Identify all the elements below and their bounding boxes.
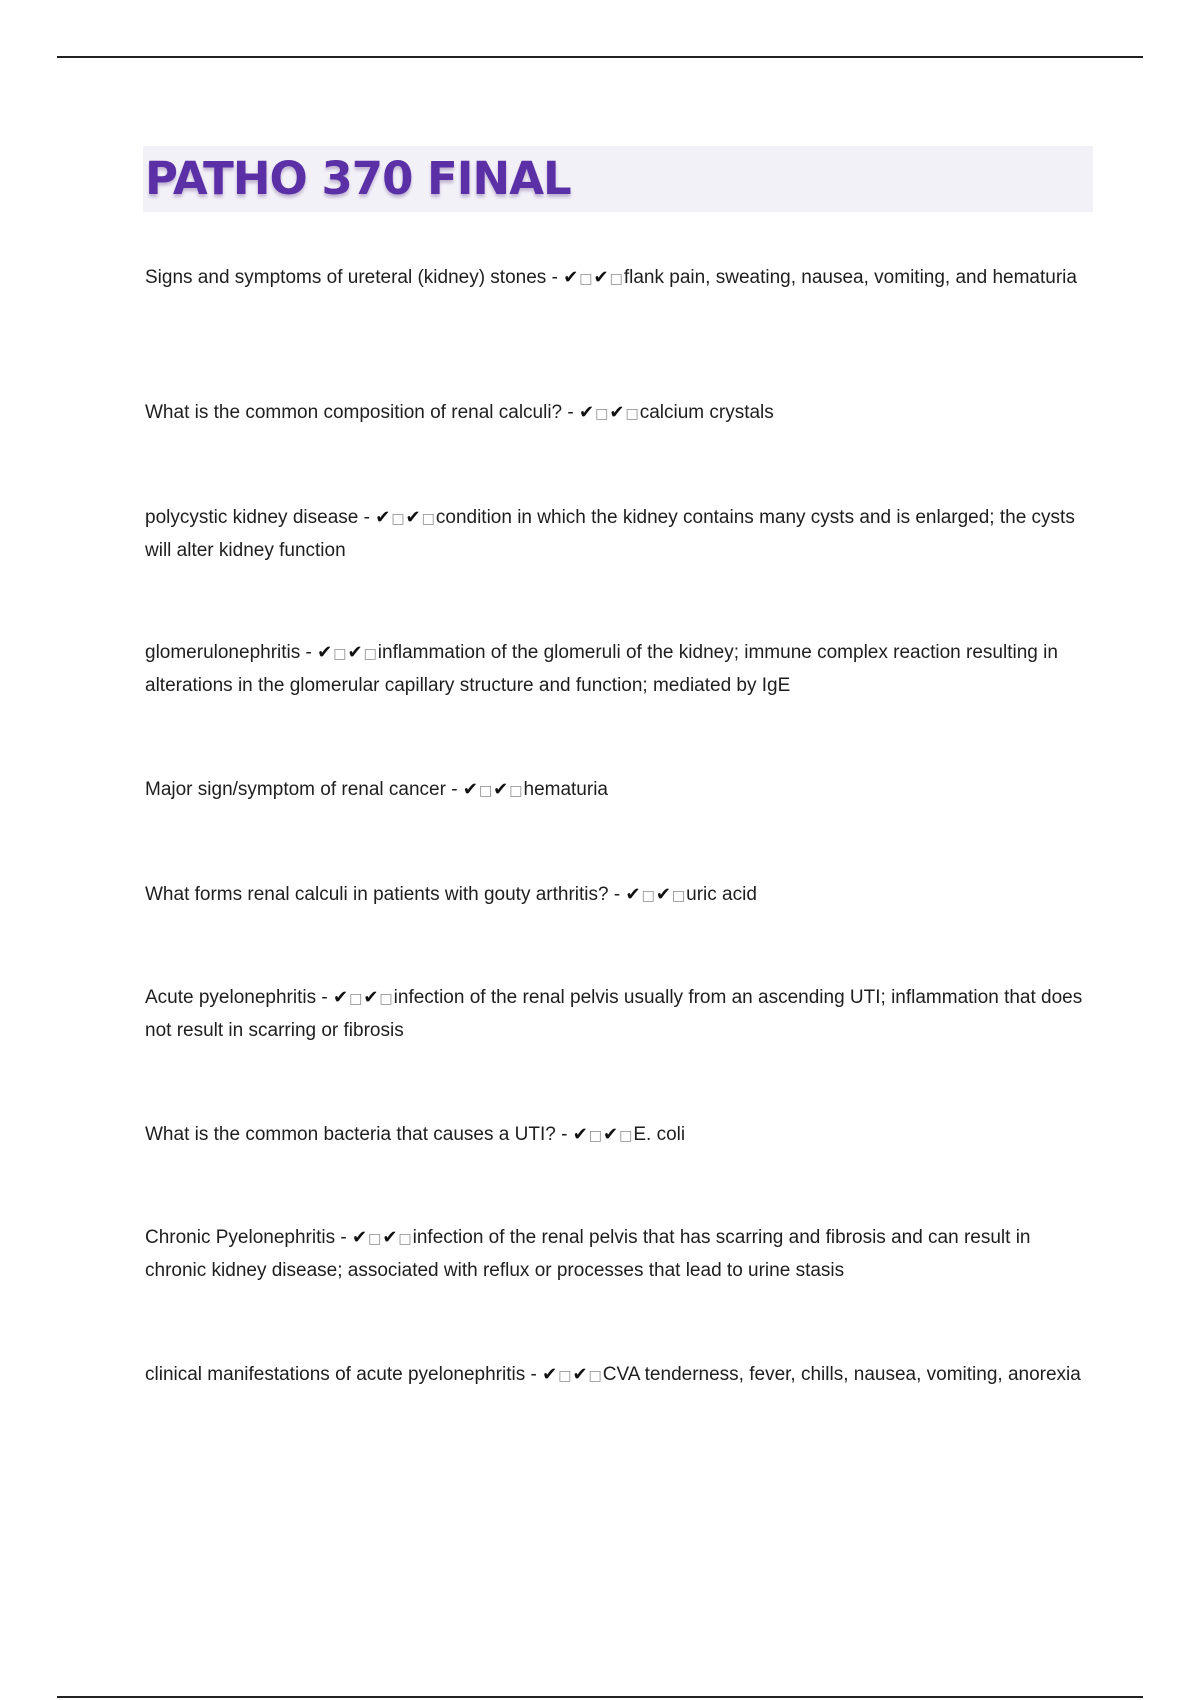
box-icon: □ <box>579 271 593 287</box>
qa-separator: - <box>546 267 564 288</box>
qa-answer: infection of the renal pelvis that has scarring and fibrosis and can result in chronic kidney disease; associated with reflux or processes that lead to urine stasis <box>145 1227 1031 1281</box>
check-icon: ✔ <box>572 1124 588 1145</box>
qa-item <box>145 879 1095 912</box>
box-icon: □ <box>671 888 686 904</box>
qa-item <box>145 982 1095 1047</box>
check-icon: ✔ <box>333 987 349 1008</box>
qa-term: clinical manifestations of acute pyelonephritis <box>145 1364 526 1385</box>
qa-term: What forms renal calculi in patients with gouty arthritis? <box>145 884 609 905</box>
box-icon: □ <box>509 783 523 799</box>
check-icon: ✔ <box>375 507 391 528</box>
qa-term: Signs and symptoms of ureteral (kidney) stones <box>145 267 547 288</box>
check-icon: ✔ <box>382 1227 398 1248</box>
check-icon: ✔ <box>363 987 379 1008</box>
check-icon: ✔ <box>542 1364 558 1385</box>
box-icon: □ <box>619 1128 633 1144</box>
box-icon: □ <box>558 1368 572 1384</box>
qa-separator: - <box>316 987 333 1008</box>
check-icon: ✔ <box>493 779 509 800</box>
qa-separator: - <box>300 642 318 663</box>
qa-term: polycystic kidney disease <box>145 507 359 528</box>
check-icon: ✔ <box>351 1227 368 1248</box>
check-icon: ✔ <box>655 884 671 905</box>
qa-answer: condition in which the kidney contains many cysts and is enlarged; the cysts will alter kidney function <box>145 507 1075 561</box>
qa-item <box>145 1359 1095 1392</box>
box-icon: □ <box>641 888 655 904</box>
box-icon: □ <box>595 406 609 422</box>
box-icon: □ <box>368 1231 382 1247</box>
qa-term: What is the common bacteria that causes a UTI? <box>145 1124 556 1145</box>
check-icon: ✔ <box>572 1364 588 1385</box>
document-title: PATHO 370 FINAL <box>145 152 571 205</box>
box-icon: □ <box>349 991 363 1007</box>
qa-term: Acute pyelonephritis <box>145 987 317 1008</box>
check-icon: ✔ <box>462 779 478 800</box>
qa-answer: uric acid <box>686 884 757 905</box>
box-icon: □ <box>421 511 435 527</box>
qa-answer: hematuria <box>523 779 608 800</box>
bottom-rule <box>57 1696 1143 1698</box>
qa-separator: - <box>608 884 626 905</box>
box-icon: □ <box>391 511 405 527</box>
qa-item <box>145 262 1095 295</box>
check-icon: ✔ <box>347 642 363 663</box>
qa-answer: calcium crystals <box>639 402 774 423</box>
qa-answer: E. coli <box>633 1124 686 1145</box>
box-icon: □ <box>609 271 623 287</box>
qa-separator: - <box>335 1227 352 1248</box>
qa-item <box>145 502 1095 567</box>
qa-item <box>145 1222 1095 1287</box>
check-icon: ✔ <box>593 267 609 288</box>
box-icon: □ <box>398 1231 412 1247</box>
top-rule <box>57 56 1143 58</box>
check-icon: ✔ <box>603 1124 619 1145</box>
check-icon: ✔ <box>317 642 333 663</box>
qa-separator: - <box>525 1364 543 1385</box>
box-icon: □ <box>363 646 377 662</box>
qa-answer: CVA tenderness, fever, chills, nausea, vomiting, anorexia <box>602 1364 1081 1385</box>
box-icon: □ <box>379 991 393 1007</box>
box-icon: □ <box>588 1368 602 1384</box>
qa-answer: infection of the renal pelvis usually from an ascending UTI; inflammation that does not result in scarring or fibrosis <box>145 987 1083 1041</box>
check-icon: ✔ <box>563 267 579 288</box>
qa-item <box>145 774 1095 807</box>
qa-term: Chronic Pyelonephritis <box>145 1227 336 1248</box>
check-icon: ✔ <box>625 884 641 905</box>
box-icon: □ <box>588 1128 603 1144</box>
qa-term: What is the common composition of renal calculi? <box>145 402 563 423</box>
check-icon: ✔ <box>579 402 595 423</box>
box-icon: □ <box>625 406 639 422</box>
box-icon: □ <box>478 783 493 799</box>
check-icon: ✔ <box>405 507 421 528</box>
qa-item <box>145 397 1095 430</box>
check-icon: ✔ <box>609 402 625 423</box>
qa-answer: inflammation of the glomeruli of the kidney; immune complex reaction resulting in alterations in the glomerular capillary structure and function; mediated by IgE <box>145 642 1058 696</box>
qa-separator: - <box>445 779 463 800</box>
qa-separator: - <box>555 1124 573 1145</box>
qa-term: glomerulonephritis <box>145 642 301 663</box>
qa-answer: flank pain, sweating, nausea, vomiting, and hematuria <box>623 267 1077 288</box>
box-icon: □ <box>333 646 347 662</box>
qa-separator: - <box>358 507 376 528</box>
qa-item <box>145 637 1095 702</box>
qa-term: Major sign/symptom of renal cancer <box>145 779 446 800</box>
qa-item <box>145 1119 1095 1152</box>
qa-separator: - <box>562 402 580 423</box>
